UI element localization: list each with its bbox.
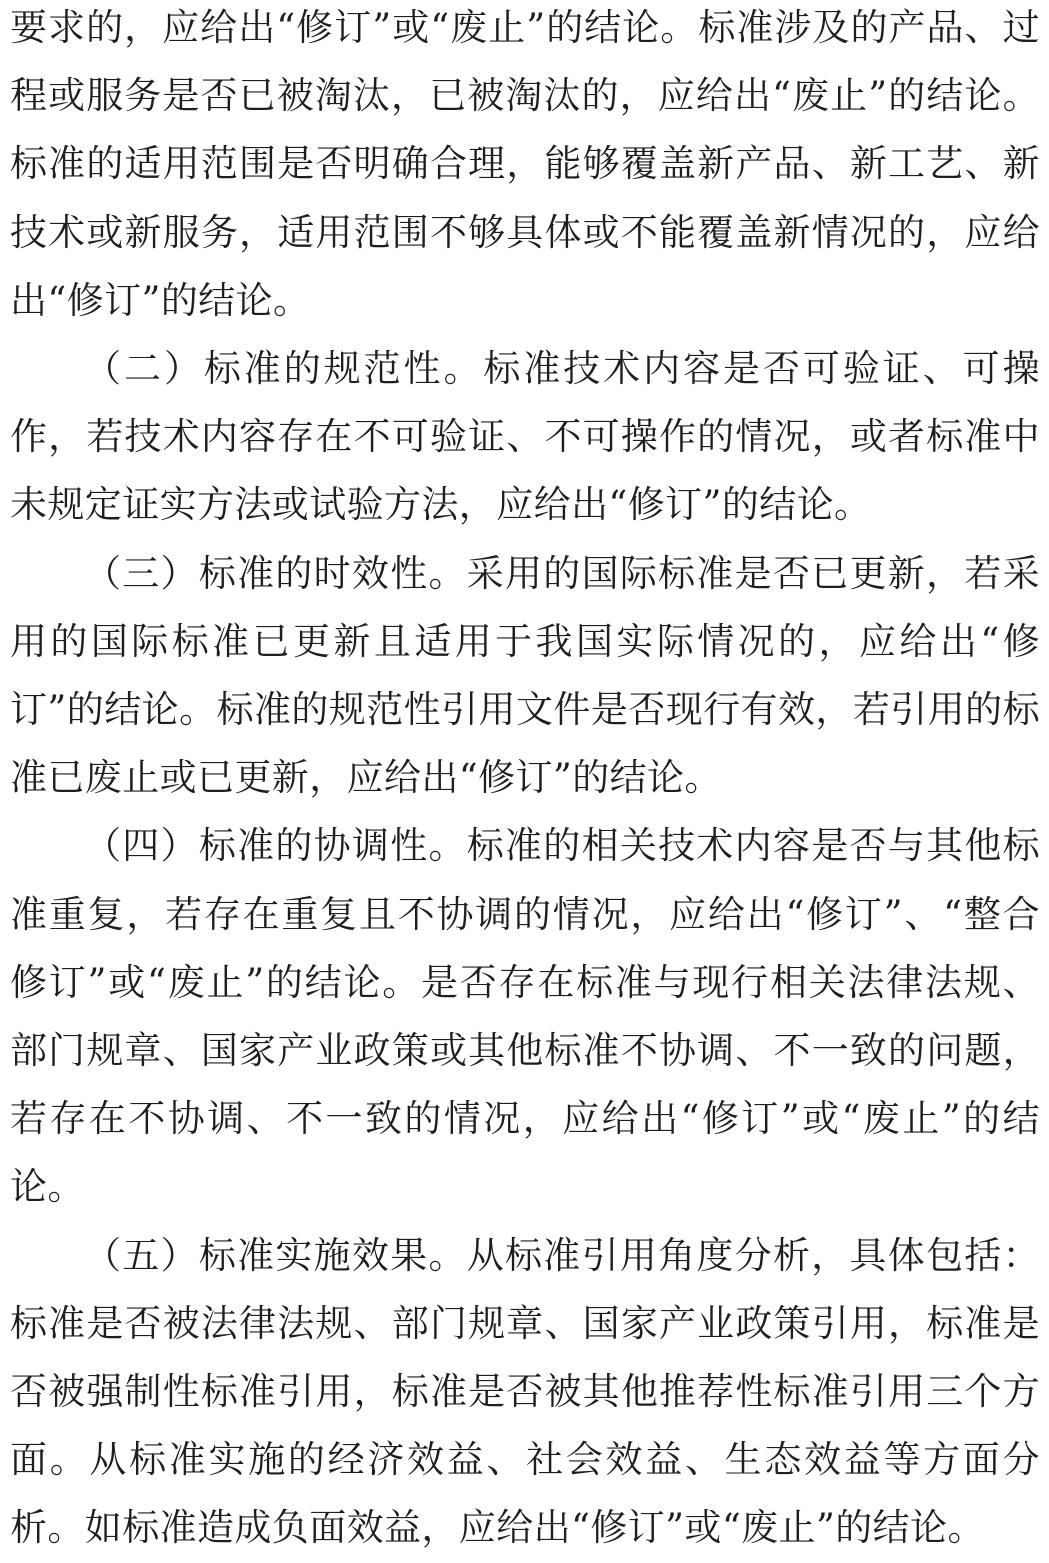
- paragraph-implementation-effect: （五）标准实施效果。从标准引用角度分析，具体包括：标准是否被法律法规、部门规章、国家产业政策引用，标准是否被强制性标准引用，标准是否被其他推荐性标准引用三个方面。从标准实施的经济效益、社会效益、生态效益等方面分析。如标准造成负面效益，应给出“修订”或“废止”的结论。: [10, 1233, 1040, 1550]
- paragraph-normativity: （二）标准的规范性。标准技术内容是否可验证、可操作，若技术内容存在不可验证、不可操作的情况，或者标准中未规定证实方法或试验方法，应给出“修订”的结论。: [10, 347, 1040, 527]
- paragraph-scope-continued: 要求的，应给出“修订”或“废止”的结论。标准涉及的产品、过程或服务是否已被淘汰，已被淘汰的，应给出“废止”的结论。标准的适用范围是否明确合理，能够覆盖新产品、新工艺、新技术或新服务，适用范围不够具体或不能覆盖新情况的，应给出“修订”的结论。: [10, 6, 1040, 322]
- paragraph-coordination: （四）标准的协调性。标准的相关技术内容是否与其他标准重复，若存在重复且不协调的情况，应给出“修订”、“整合修订”或“废止”的结论。是否存在标准与现行相关法律法规、部门规章、国家产业政策或其他标准不协调、不一致的问题，若存在不协调、不一致的情况，应给出“修订”或“废止”的结论。: [10, 824, 1040, 1209]
- paragraph-timeliness: （三）标准的时效性。采用的国际标准是否已更新，若采用的国际标准已更新且适用于我国实际情况的，应给出“修订”的结论。标准的规范性引用文件是否现行有效，若引用的标准已废止或已更新，应给出“修订”的结论。: [10, 551, 1040, 800]
- document-page: [10, 0, 1040, 1563]
